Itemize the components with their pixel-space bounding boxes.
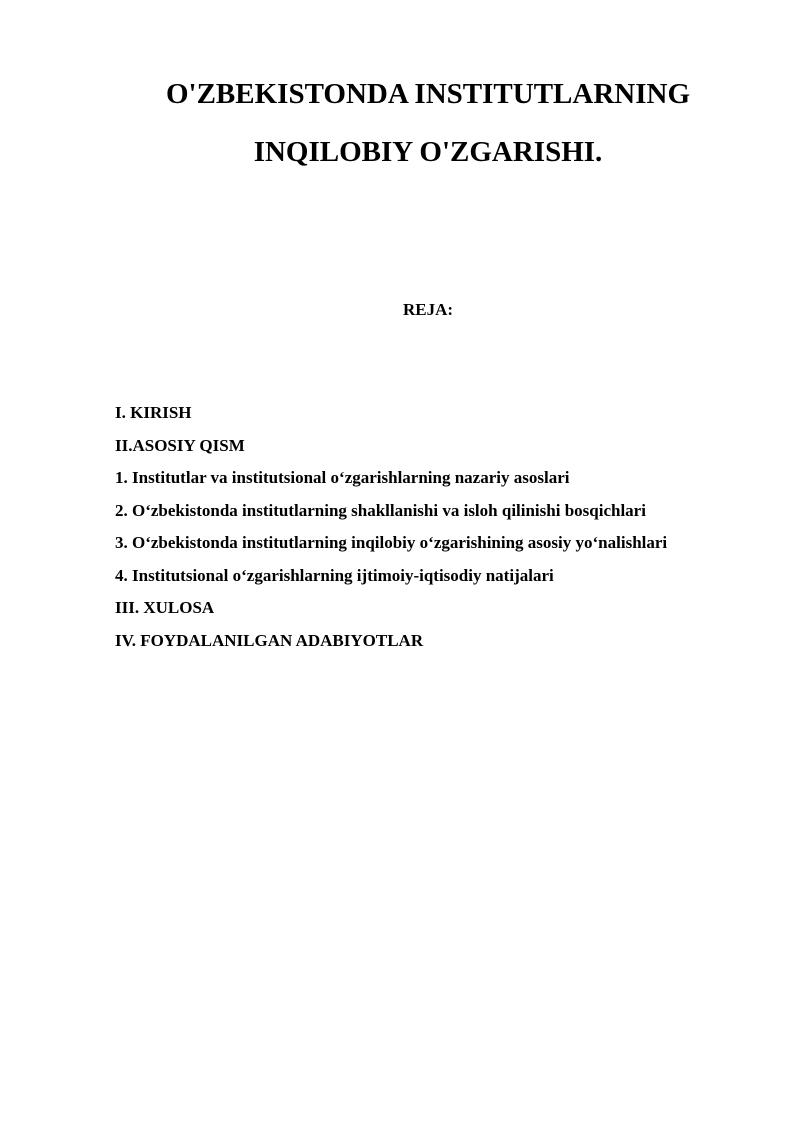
- plan-item-references: IV. FOYDALANILGAN ADABIYOTLAR: [115, 630, 424, 650]
- plan-item-main-part: II.ASOSIY QISM: [115, 435, 245, 455]
- plan-item-conclusion: III. XULOSA: [115, 598, 215, 617]
- plan-item-section-1: 1. Institutlar va institutsional o‘zgarishlarning nazariy asoslari: [115, 468, 570, 487]
- plan-item-section-3: 3. O‘zbekistonda institutlarning inqilobiy o‘zgarishining asosiy yo‘nalishlari: [115, 533, 668, 552]
- plan-item-introduction: I. KIRISH: [115, 403, 192, 422]
- document-title-line-2: INQILOBIY O'ZGARISHI.: [253, 136, 603, 168]
- document-title-line-1: O'ZBEKISTONDA INSTITUTLARNING: [165, 78, 691, 110]
- plan-item-section-4: 4. Institutsional o‘zgarishlarning ijtimoiy-iqtisodiy natijalari: [115, 565, 554, 585]
- plan-list: [115, 397, 667, 657]
- plan-item-section-2: 2. O‘zbekistonda institutlarning shakllanishi va isloh qilinishi bosqichlari: [115, 500, 646, 520]
- plan-heading: REJA:: [402, 300, 454, 319]
